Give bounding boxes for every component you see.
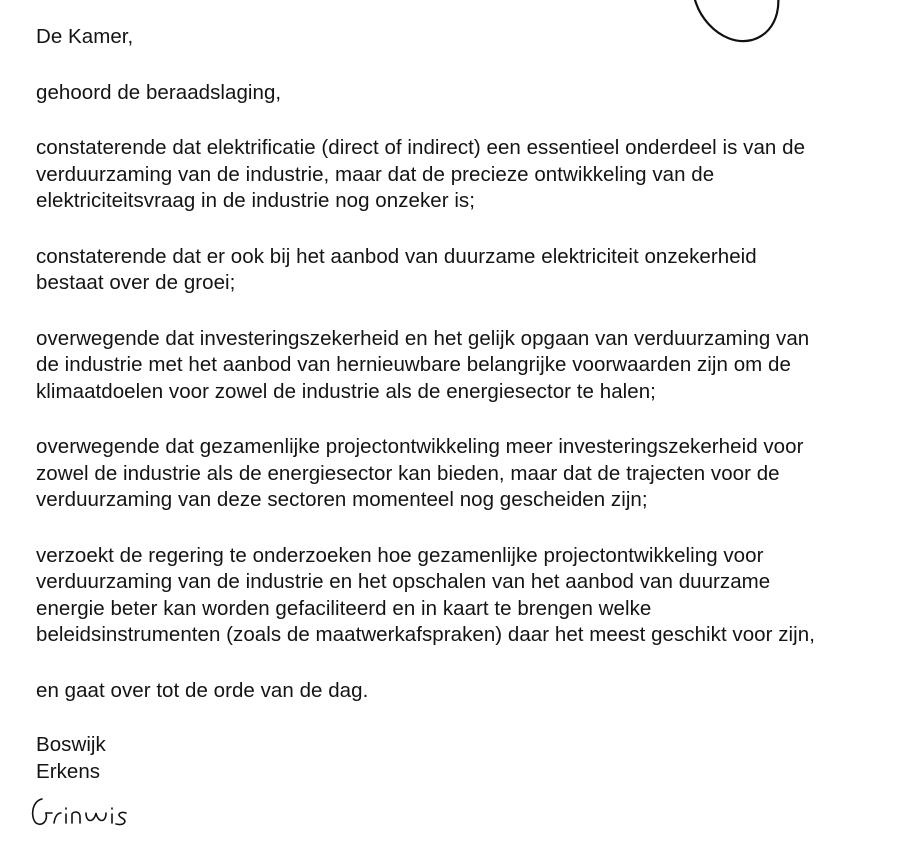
signatory-name: Boswijk: [36, 733, 106, 756]
salutation: De Kamer,: [36, 25, 134, 48]
consideration-paragraph: overwegende dat gezamenlijke projectontwikkeling meer investeringszekerheid voor zowel de industrie als de energiesector kan bieden, maar dat de trajecten voor de verduurzaming van deze sectoren momenteel nog gescheiden zijn;: [36, 435, 804, 511]
closing-line: en gaat over tot de orde van de dag.: [36, 678, 369, 702]
signatories: [36, 732, 886, 785]
consideration-paragraph: constaterende dat elektrificatie (direct of indirect) een essentieel onderdeel is van de verduurzaming van de industrie, maar dat de precieze ontwikkeling van de elektriciteitsvraag in de industrie nog onzeker is;: [36, 136, 806, 212]
preamble: gehoord de beraadslaging,: [36, 80, 282, 104]
request-paragraph: verzoekt de regering te onderzoeken hoe gezamenlijke projectontwikkeling voor verduurzaming van de industrie en het opschalen van het aanbod van duurzame energie beter kan worden gefaciliteerd en in kaart te brengen welke beleidsinstrumenten (zoals de maatwerkafspraken) daar het meest geschikt voor zijn,: [36, 543, 815, 646]
consideration-paragraph: constaterende dat er ook bij het aanbod van duurzame elektriciteit onzekerheid bestaat over de groei;: [36, 244, 757, 294]
handwritten-signature: [28, 793, 138, 829]
signatory-name: Erkens: [36, 759, 101, 783]
motion-body: [36, 24, 886, 785]
consideration-paragraph: overwegende dat investeringszekerheid en het gelijk opgaan van verduurzaming van de industrie met het aanbod van hernieuwbare belangrijke voorwaarden zijn om de klimaatdoelen voor zowel de industrie als de energiesector te halen;: [36, 326, 810, 403]
